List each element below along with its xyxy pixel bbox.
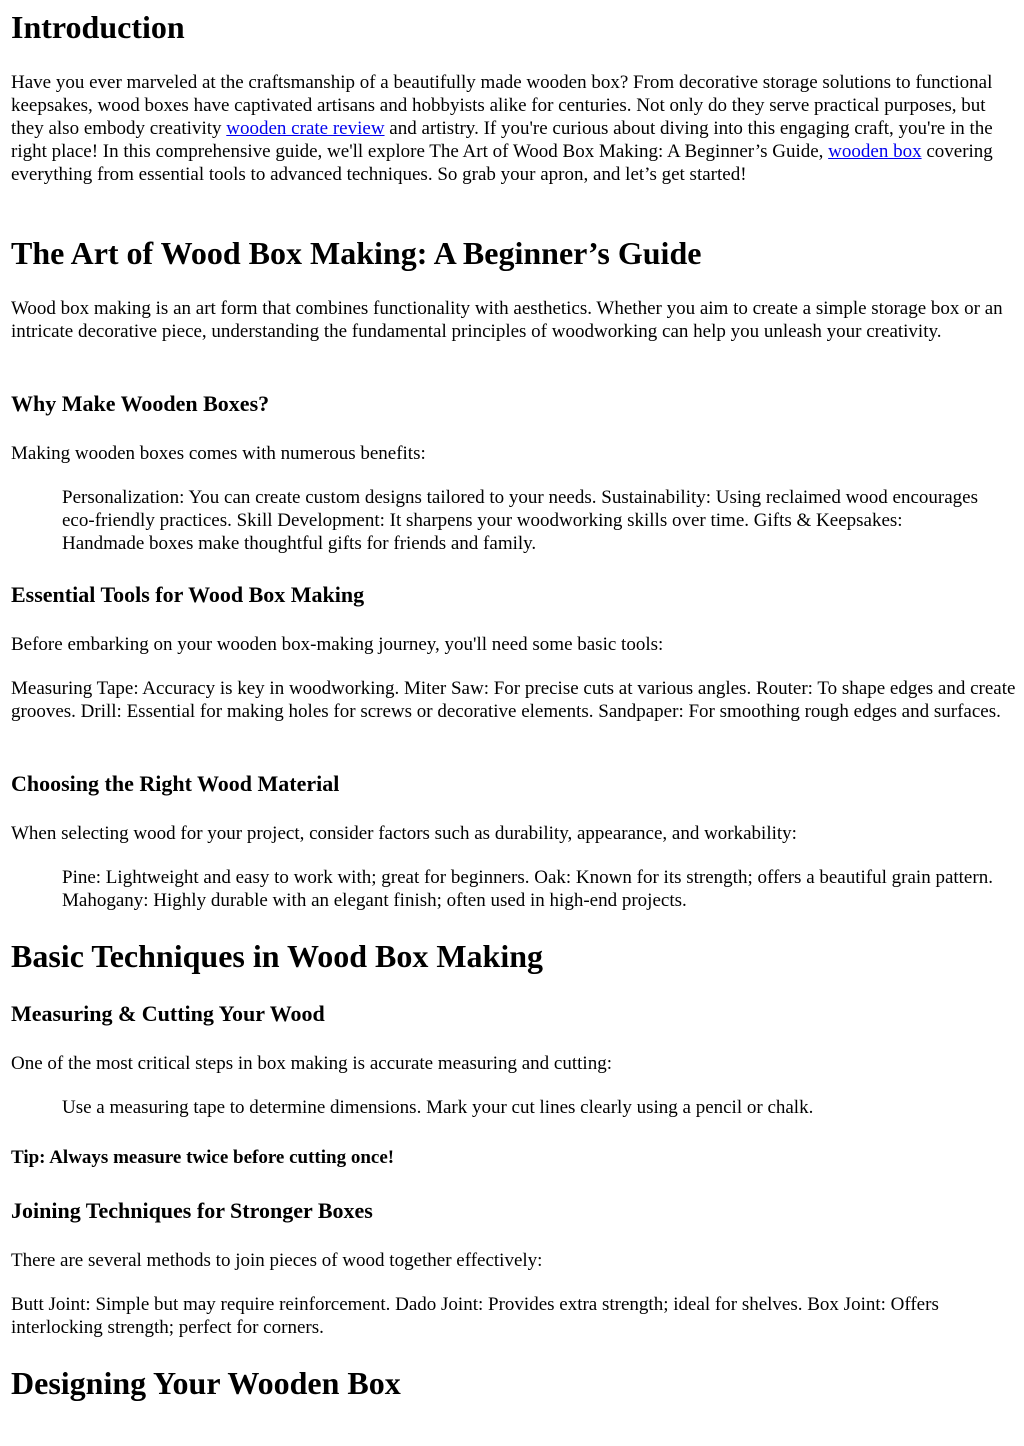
measuring-intro: One of the most critical steps in box making is accurate measuring and cutting: xyxy=(11,1053,612,1074)
tools-list: Measuring Tape: Accuracy is key in woodworking. Miter Saw: For precise cuts at various angles. Router: To shape edges and create grooves. Drill: Essential for making holes for screws or decorative elements. Sandpaper: For smoothing rough edges and surfaces. xyxy=(11,678,1016,722)
link-wooden-crate-review[interactable]: wooden crate review xyxy=(226,118,385,139)
heading-introduction: Introduction xyxy=(11,9,185,45)
why-list: Personalization: You can create custom designs tailored to your needs. Sustainability: Using reclaimed wood encourages eco-friendly practices. Skill Development: It sharpens your woodworking skills over time. Gifts & Keepsakes: Handmade boxes make thoughtful gifts for friends and family. xyxy=(62,487,979,554)
heading-joining-techniques: Joining Techniques for Stronger Boxes xyxy=(11,1198,373,1223)
joining-list: Butt Joint: Simple but may require reinforcement. Dado Joint: Provides extra strength; ideal for shelves. Box Joint: Offers interlocking strength; perfect for corners. xyxy=(11,1294,939,1338)
intro-text-1: Have you ever marveled at the craftsmanship of a beautifully made wooden box? From decorative storage solutions to functional keepsakes, wood boxes have captivated artisans and hobbyists alike for centuries. Not only do they serve practical purposes, but they also embody creativity xyxy=(11,72,993,139)
heading-designing-box: Designing Your Wooden Box xyxy=(11,1365,401,1401)
intro-text-3: covering everything from essential tools to advanced techniques. So grab your apron, and let’s get started! xyxy=(11,141,993,185)
material-list: Pine: Lightweight and easy to work with; great for beginners. Oak: Known for its strength; offers a beautiful grain pattern. Mahogany: Highly durable with an elegant finish; often used in high-end projects. xyxy=(62,867,993,911)
link-wooden-box[interactable]: wooden box xyxy=(828,141,922,162)
heading-basic-techniques: Basic Techniques in Wood Box Making xyxy=(11,938,544,974)
material-intro: When selecting wood for your project, consider factors such as durability, appearance, and workability: xyxy=(11,823,797,844)
heading-choosing-wood: Choosing the Right Wood Material xyxy=(11,771,340,796)
measuring-list: Use a measuring tape to determine dimensions. Mark your cut lines clearly using a pencil or chalk. xyxy=(62,1097,814,1118)
joining-intro: There are several methods to join pieces of wood together effectively: xyxy=(11,1250,543,1271)
why-intro: Making wooden boxes comes with numerous benefits: xyxy=(11,443,426,464)
tip-text: Tip: Always measure twice before cutting once! xyxy=(11,1147,395,1168)
heading-essential-tools: Essential Tools for Wood Box Making xyxy=(11,582,365,607)
intro-text-2: and artistry. If you're curious about diving into this engaging craft, you're in the right place! In this comprehensive guide, we'll explore The Art of Wood Box Making: A Beginner’s Guide, xyxy=(11,118,993,162)
heading-why-make-boxes: Why Make Wooden Boxes? xyxy=(11,391,270,416)
heading-measuring-cutting: Measuring & Cutting Your Wood xyxy=(11,1001,325,1026)
heading-art-of-wood-box-making: The Art of Wood Box Making: A Beginner’s Guide xyxy=(11,235,702,271)
intro-paragraph xyxy=(11,71,1016,186)
art-paragraph: Wood box making is an art form that combines functionality with aesthetics. Whether you aim to create a simple storage box or an intricate decorative piece, understanding the fundamental principles of woodworking can help you unleash your creativity. xyxy=(11,298,1003,342)
tools-intro: Before embarking on your wooden box-making journey, you'll need some basic tools: xyxy=(11,634,664,655)
